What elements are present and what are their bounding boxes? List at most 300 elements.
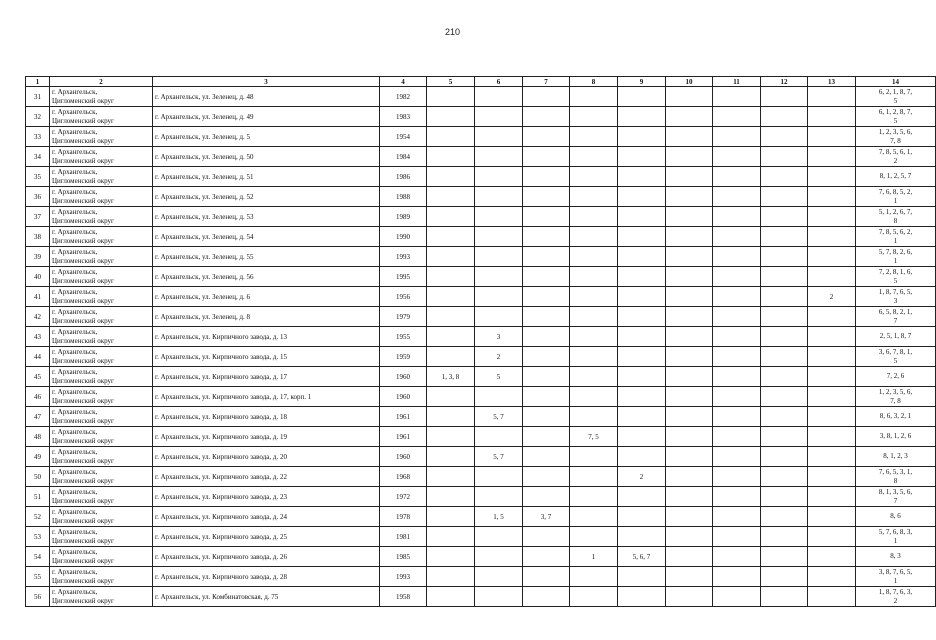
location-cell <box>50 287 153 307</box>
cell-col-8 <box>570 487 618 507</box>
year-cell: 1995 <box>380 267 427 287</box>
cell-col-9 <box>618 387 666 407</box>
cell-col-6 <box>475 267 523 287</box>
cell-line: Цигломенский округ <box>52 236 114 245</box>
table-row <box>26 247 936 267</box>
cell-line: Цигломенский округ <box>52 356 114 365</box>
cell-col-13 <box>808 427 856 447</box>
location-cell <box>50 527 153 547</box>
cell-col-8 <box>570 347 618 367</box>
column-header-2: 2 <box>50 77 153 87</box>
row-number: 46 <box>26 387 50 407</box>
cell-line: 5, 7, 8, 2, 6, <box>878 247 913 256</box>
location-cell <box>50 587 153 607</box>
cell-col-14 <box>856 547 936 567</box>
cell-line: Цигломенский округ <box>52 196 114 205</box>
cell-col-12 <box>761 87 808 107</box>
cell-col-10 <box>666 327 713 347</box>
cell-col-7 <box>523 87 570 107</box>
table-row <box>26 587 936 607</box>
location-cell <box>50 387 153 407</box>
cell-col-12 <box>761 307 808 327</box>
row-number: 31 <box>26 87 50 107</box>
cell-col-9 <box>618 587 666 607</box>
cell-col-9 <box>618 347 666 367</box>
address-cell: г. Архангельск, ул. Кирпичного завода, д. 28 <box>153 567 380 587</box>
location-cell <box>50 487 153 507</box>
cell-col-6: 5 <box>475 367 523 387</box>
year-cell: 1983 <box>380 107 427 127</box>
cell-col-9 <box>618 327 666 347</box>
cell-col-7 <box>523 227 570 247</box>
year-cell: 1993 <box>380 567 427 587</box>
address-cell: г. Архангельск, ул. Зеленец, д. 49 <box>153 107 380 127</box>
cell-col-14 <box>856 527 936 547</box>
cell-col-12 <box>761 327 808 347</box>
cell-col-13 <box>808 207 856 227</box>
cell-col-8 <box>570 367 618 387</box>
cell-col-5 <box>427 387 475 407</box>
year-cell: 1960 <box>380 447 427 467</box>
cell-col-8 <box>570 147 618 167</box>
cell-line: Цигломенский округ <box>52 296 114 305</box>
cell-line: 3 <box>893 296 898 305</box>
cell-col-8 <box>570 387 618 407</box>
cell-col-8 <box>570 87 618 107</box>
cell-col-8 <box>570 287 618 307</box>
table-row <box>26 407 936 427</box>
cell-line: г. Архангельск, <box>52 107 98 116</box>
column-header-13: 13 <box>808 77 856 87</box>
cell-line: г. Архангельск, <box>52 247 98 256</box>
location-cell <box>50 207 153 227</box>
cell-col-9 <box>618 367 666 387</box>
cell-col-11 <box>713 247 761 267</box>
cell-col-10 <box>666 307 713 327</box>
cell-col-11 <box>713 447 761 467</box>
cell-col-14 <box>856 287 936 307</box>
cell-line: г. Архангельск, <box>52 547 98 556</box>
cell-col-11 <box>713 327 761 347</box>
column-header-10: 10 <box>666 77 713 87</box>
cell-col-11 <box>713 547 761 567</box>
cell-col-6: 3 <box>475 327 523 347</box>
cell-line: 1 <box>893 236 898 245</box>
cell-col-7 <box>523 467 570 487</box>
address-cell: г. Архангельск, ул. Кирпичного завода, д. 25 <box>153 527 380 547</box>
cell-col-6 <box>475 307 523 327</box>
cell-line: г. Архангельск, <box>52 367 98 376</box>
cell-col-12 <box>761 387 808 407</box>
cell-line: Цигломенский округ <box>52 336 114 345</box>
cell-line: г. Архангельск, <box>52 487 98 496</box>
location-cell <box>50 267 153 287</box>
location-cell <box>50 147 153 167</box>
cell-line: Цигломенский округ <box>52 556 114 565</box>
address-cell: г. Архангельск, ул. Кирпичного завода, д. 26 <box>153 547 380 567</box>
cell-col-11 <box>713 107 761 127</box>
cell-col-7 <box>523 567 570 587</box>
cell-col-5 <box>427 147 475 167</box>
cell-line: г. Архангельск, <box>52 527 98 536</box>
cell-line: Цигломенский округ <box>52 596 114 605</box>
cell-line: 8 <box>893 476 898 485</box>
location-cell <box>50 167 153 187</box>
cell-col-12 <box>761 447 808 467</box>
cell-col-6 <box>475 107 523 127</box>
cell-col-7 <box>523 367 570 387</box>
cell-line: 6, 2, 1, 8, 7, <box>878 87 913 96</box>
cell-col-5 <box>427 427 475 447</box>
cell-col-8 <box>570 207 618 227</box>
year-cell: 1960 <box>380 387 427 407</box>
column-header-6: 6 <box>475 77 523 87</box>
year-cell: 1990 <box>380 227 427 247</box>
cell-col-12 <box>761 427 808 447</box>
cell-col-7 <box>523 407 570 427</box>
cell-col-5: 1, 3, 8 <box>427 367 475 387</box>
location-cell <box>50 407 153 427</box>
cell-line: 7, 8 <box>890 396 901 405</box>
cell-col-12 <box>761 167 808 187</box>
cell-col-6 <box>475 127 523 147</box>
cell-line: г. Архангельск, <box>52 187 98 196</box>
cell-line: 7, 8, 5, 6, 2, <box>878 227 913 236</box>
cell-col-6 <box>475 147 523 167</box>
cell-line: 7 <box>893 316 898 325</box>
cell-col-9 <box>618 427 666 447</box>
cell-col-8 <box>570 167 618 187</box>
cell-col-10 <box>666 187 713 207</box>
year-cell: 1978 <box>380 507 427 527</box>
cell-col-13 <box>808 387 856 407</box>
cell-col-10 <box>666 387 713 407</box>
cell-col-11 <box>713 127 761 147</box>
cell-col-5 <box>427 287 475 307</box>
cell-col-10 <box>666 547 713 567</box>
address-cell: г. Архангельск, ул. Зеленец, д. 53 <box>153 207 380 227</box>
year-cell: 1955 <box>380 327 427 347</box>
column-header-5: 5 <box>427 77 475 87</box>
table-row <box>26 527 936 547</box>
cell-col-9 <box>618 287 666 307</box>
table-row <box>26 347 936 367</box>
cell-line: 1, 8, 7, 6, 3, <box>878 587 913 596</box>
address-cell: г. Архангельск, ул. Зеленец, д. 5 <box>153 127 380 147</box>
table-row <box>26 447 936 467</box>
year-cell: 1985 <box>380 547 427 567</box>
location-cell <box>50 547 153 567</box>
cell-line: 5 <box>893 276 898 285</box>
year-cell: 1982 <box>380 87 427 107</box>
cell-line: г. Архангельск, <box>52 347 98 356</box>
cell-col-13 <box>808 147 856 167</box>
cell-col-6 <box>475 227 523 247</box>
cell-line: г. Архангельск, <box>52 227 98 236</box>
cell-col-8 <box>570 447 618 467</box>
cell-col-13 <box>808 487 856 507</box>
cell-col-6 <box>475 247 523 267</box>
cell-col-5 <box>427 567 475 587</box>
cell-col-10 <box>666 527 713 547</box>
location-cell <box>50 227 153 247</box>
cell-col-11 <box>713 227 761 247</box>
cell-col-5 <box>427 267 475 287</box>
cell-col-14 <box>856 487 936 507</box>
cell-col-6 <box>475 207 523 227</box>
cell-col-10 <box>666 287 713 307</box>
cell-col-12 <box>761 527 808 547</box>
cell-line: 5 <box>893 356 898 365</box>
cell-col-8 <box>570 307 618 327</box>
cell-col-8: 7, 5 <box>570 427 618 447</box>
cell-col-11 <box>713 507 761 527</box>
cell-col-10 <box>666 87 713 107</box>
cell-col-14 <box>856 167 936 187</box>
cell-col-7 <box>523 447 570 467</box>
cell-col-14 <box>856 127 936 147</box>
cell-col-14 <box>856 327 936 347</box>
address-cell: г. Архангельск, ул. Зеленец, д. 50 <box>153 147 380 167</box>
cell-col-14 <box>856 227 936 247</box>
cell-col-10 <box>666 167 713 187</box>
cell-line: 1 <box>893 256 898 265</box>
table-row <box>26 567 936 587</box>
cell-col-5 <box>427 87 475 107</box>
cell-col-12 <box>761 587 808 607</box>
address-cell: г. Архангельск, ул. Кирпичного завода, д. 13 <box>153 327 380 347</box>
row-number: 44 <box>26 347 50 367</box>
cell-line: Цигломенский округ <box>52 576 114 585</box>
cell-col-13 <box>808 187 856 207</box>
cell-col-13 <box>808 127 856 147</box>
cell-col-8 <box>570 247 618 267</box>
cell-col-6 <box>475 527 523 547</box>
year-cell: 1960 <box>380 367 427 387</box>
address-cell: г. Архангельск, ул. Кирпичного завода, д. 19 <box>153 427 380 447</box>
year-cell: 1954 <box>380 127 427 147</box>
cell-line: Цигломенский округ <box>52 116 114 125</box>
cell-line: 2 <box>893 156 898 165</box>
address-cell: г. Архангельск, ул. Зеленец, д. 52 <box>153 187 380 207</box>
cell-col-7 <box>523 427 570 447</box>
row-number: 52 <box>26 507 50 527</box>
cell-line: Цигломенский округ <box>52 136 114 145</box>
cell-col-7 <box>523 327 570 347</box>
cell-col-5 <box>427 587 475 607</box>
cell-line: г. Архангельск, <box>52 307 98 316</box>
cell-col-5 <box>427 347 475 367</box>
year-cell: 1959 <box>380 347 427 367</box>
cell-col-14 <box>856 247 936 267</box>
cell-col-5 <box>427 307 475 327</box>
address-cell: г. Архангельск, ул. Зеленец, д. 56 <box>153 267 380 287</box>
cell-line: 8, 1, 3, 5, 6, <box>878 487 913 496</box>
location-cell <box>50 507 153 527</box>
address-cell: г. Архангельск, ул. Зеленец, д. 8 <box>153 307 380 327</box>
cell-line: 1 <box>893 196 898 205</box>
cell-line: 2 <box>893 596 898 605</box>
table-row <box>26 487 936 507</box>
cell-col-9 <box>618 447 666 467</box>
cell-line: Цигломенский округ <box>52 276 114 285</box>
year-cell: 1986 <box>380 167 427 187</box>
cell-col-14 <box>856 467 936 487</box>
row-number: 50 <box>26 467 50 487</box>
row-number: 36 <box>26 187 50 207</box>
cell-col-13 <box>808 267 856 287</box>
cell-col-11 <box>713 187 761 207</box>
cell-col-9 <box>618 407 666 427</box>
cell-col-9 <box>618 507 666 527</box>
cell-col-8 <box>570 527 618 547</box>
cell-col-5 <box>427 547 475 567</box>
cell-line: г. Архангельск, <box>52 567 98 576</box>
cell-col-14 <box>856 267 936 287</box>
cell-col-13 <box>808 307 856 327</box>
cell-col-5 <box>427 507 475 527</box>
table-row <box>26 107 936 127</box>
cell-col-8 <box>570 327 618 347</box>
cell-col-14 <box>856 147 936 167</box>
cell-line: Цигломенский округ <box>52 96 114 105</box>
table-row <box>26 147 936 167</box>
cell-line: г. Архангельск, <box>52 147 98 156</box>
cell-col-13 <box>808 447 856 467</box>
cell-col-12 <box>761 227 808 247</box>
table-row <box>26 267 936 287</box>
location-cell <box>50 127 153 147</box>
cell-col-7 <box>523 247 570 267</box>
cell-col-11 <box>713 167 761 187</box>
cell-line: Цигломенский округ <box>52 256 114 265</box>
cell-col-9 <box>618 527 666 547</box>
cell-col-5 <box>427 247 475 267</box>
address-cell: г. Архангельск, ул. Кирпичного завода, д. 23 <box>153 487 380 507</box>
cell-col-10 <box>666 587 713 607</box>
cell-col-6: 1, 5 <box>475 507 523 527</box>
year-cell: 1958 <box>380 587 427 607</box>
location-cell <box>50 307 153 327</box>
cell-col-7 <box>523 107 570 127</box>
column-header-9: 9 <box>618 77 666 87</box>
table-row <box>26 367 936 387</box>
cell-col-7 <box>523 267 570 287</box>
year-cell: 1968 <box>380 467 427 487</box>
cell-col-8 <box>570 507 618 527</box>
row-number: 54 <box>26 547 50 567</box>
cell-col-10 <box>666 467 713 487</box>
cell-col-12 <box>761 147 808 167</box>
row-number: 45 <box>26 367 50 387</box>
cell-col-12 <box>761 107 808 127</box>
cell-col-11 <box>713 307 761 327</box>
year-cell: 1993 <box>380 247 427 267</box>
year-cell: 1961 <box>380 407 427 427</box>
row-number: 49 <box>26 447 50 467</box>
cell-col-12 <box>761 367 808 387</box>
cell-col-9 <box>618 487 666 507</box>
cell-line: Цигломенский округ <box>52 376 114 385</box>
cell-col-10 <box>666 247 713 267</box>
cell-col-14 <box>856 427 936 447</box>
cell-col-7 <box>523 147 570 167</box>
cell-col-13 <box>808 407 856 427</box>
cell-col-14 <box>856 307 936 327</box>
cell-line: Цигломенский округ <box>52 176 114 185</box>
cell-col-6: 5, 7 <box>475 407 523 427</box>
cell-col-7 <box>523 127 570 147</box>
cell-col-6 <box>475 387 523 407</box>
cell-col-11 <box>713 427 761 447</box>
cell-line: 8 <box>893 216 898 225</box>
cell-col-14 <box>856 567 936 587</box>
row-number: 35 <box>26 167 50 187</box>
cell-col-13 <box>808 227 856 247</box>
column-header-3: 3 <box>153 77 380 87</box>
column-header-14: 14 <box>856 77 936 87</box>
cell-col-8 <box>570 107 618 127</box>
cell-col-13 <box>808 87 856 107</box>
table-row <box>26 427 936 447</box>
address-cell: г. Архангельск, ул. Зеленец, д. 54 <box>153 227 380 247</box>
cell-col-5 <box>427 407 475 427</box>
row-number: 47 <box>26 407 50 427</box>
cell-col-6 <box>475 87 523 107</box>
cell-line: Цигломенский округ <box>52 436 114 445</box>
cell-col-13 <box>808 367 856 387</box>
cell-line: Цигломенский округ <box>52 156 114 165</box>
cell-col-12 <box>761 547 808 567</box>
cell-col-6 <box>475 567 523 587</box>
cell-line: Цигломенский округ <box>52 416 114 425</box>
table-row <box>26 387 936 407</box>
table-row <box>26 187 936 207</box>
table-row <box>26 207 936 227</box>
cell-col-12 <box>761 287 808 307</box>
cell-col-10 <box>666 567 713 587</box>
cell-col-9 <box>618 87 666 107</box>
cell-col-14 <box>856 347 936 367</box>
cell-col-7 <box>523 487 570 507</box>
location-cell <box>50 467 153 487</box>
cell-line: 5, 1, 2, 6, 7, <box>878 207 913 216</box>
cell-line: 5 <box>893 116 898 125</box>
address-cell: г. Архангельск, ул. Кирпичного завода, д. 15 <box>153 347 380 367</box>
location-cell <box>50 87 153 107</box>
cell-col-14 <box>856 387 936 407</box>
address-cell: г. Архангельск, ул. Зеленец, д. 48 <box>153 87 380 107</box>
cell-col-9 <box>618 187 666 207</box>
cell-col-9 <box>618 207 666 227</box>
table-row <box>26 287 936 307</box>
cell-col-11 <box>713 467 761 487</box>
cell-line: Цигломенский округ <box>52 456 114 465</box>
cell-col-5 <box>427 127 475 147</box>
cell-col-8 <box>570 267 618 287</box>
page-number: 210 <box>444 27 461 37</box>
cell-col-14 <box>856 587 936 607</box>
cell-col-7: 3, 7 <box>523 507 570 527</box>
cell-line: 8, 1, 2, 3 <box>883 452 908 460</box>
cell-col-12 <box>761 267 808 287</box>
cell-col-9 <box>618 247 666 267</box>
cell-col-8 <box>570 467 618 487</box>
cell-line: г. Архангельск, <box>52 507 98 516</box>
address-cell: г. Архангельск, ул. Кирпичного завода, д. 17 <box>153 367 380 387</box>
cell-col-12 <box>761 347 808 367</box>
cell-col-11 <box>713 367 761 387</box>
